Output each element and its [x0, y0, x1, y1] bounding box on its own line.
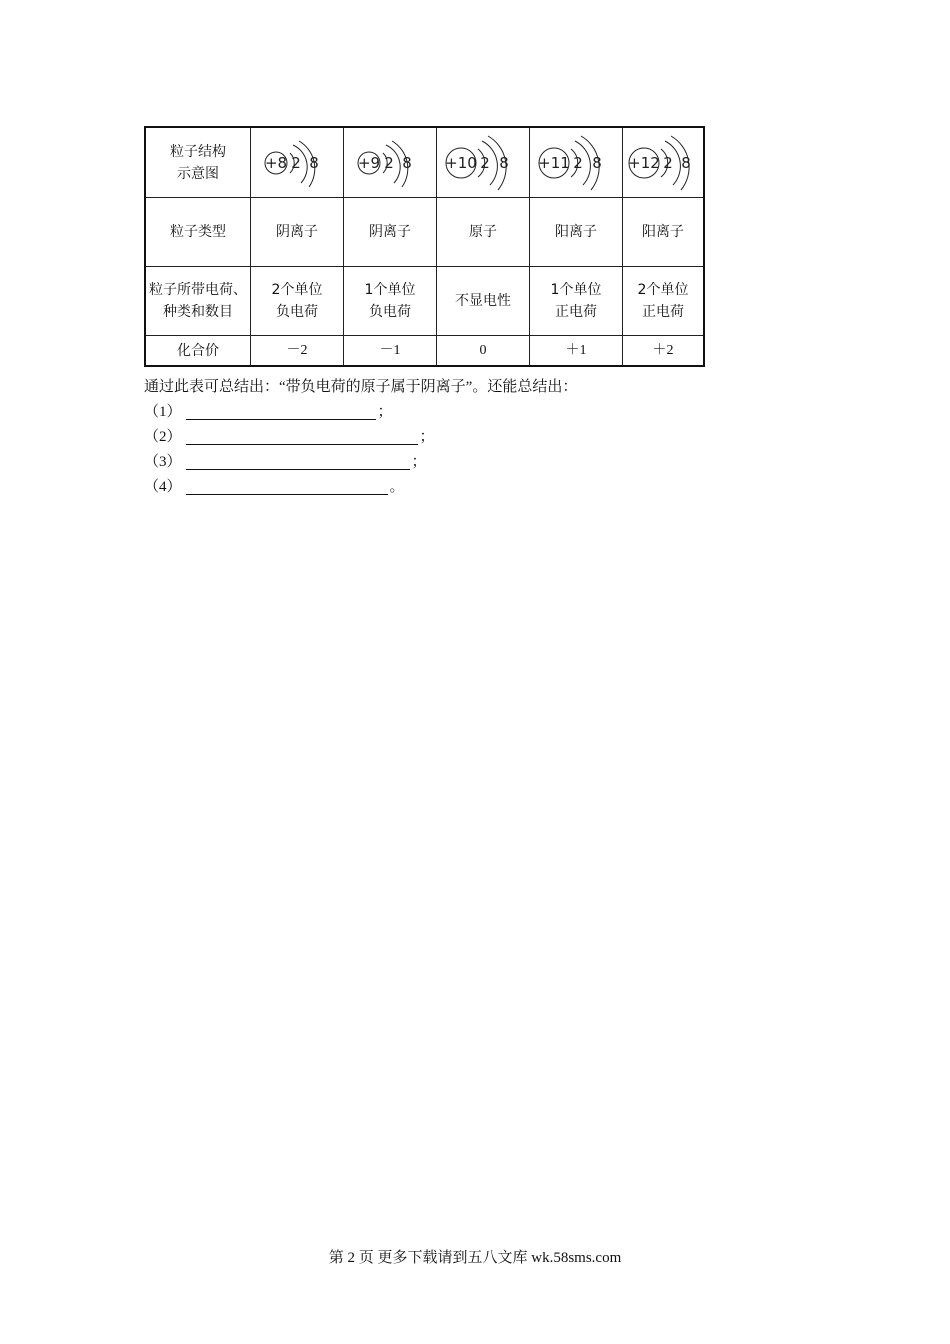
atomic-structure-diagram	[625, 133, 701, 193]
charge-line: 正电荷	[642, 304, 684, 320]
charge-cell	[530, 267, 623, 336]
charge-line: 负电荷	[369, 304, 411, 320]
charge-line: 正电荷	[555, 304, 597, 320]
question-end: ；	[377, 404, 393, 420]
charge-cell	[251, 267, 344, 336]
question-label: （4）	[144, 479, 182, 495]
row-header-type: 粒子类型	[145, 198, 251, 267]
charge-row	[145, 267, 704, 336]
row-header-charge	[145, 267, 251, 336]
type-row	[145, 198, 704, 267]
atomic-structure-diagram	[440, 133, 526, 193]
atomic-structure-diagram	[350, 133, 430, 193]
structure-cell	[251, 127, 344, 198]
row-header-line: 粒子结构	[170, 143, 226, 160]
summary-text: 通过此表可总结出：“带负电荷的原子属于阴离子”。还能总结出：	[144, 379, 578, 395]
row-header-line: 种类和数目	[163, 304, 233, 320]
valence-cell: －1	[344, 336, 437, 367]
charge-line: 1个单位	[550, 282, 602, 298]
atomic-structure-diagram	[257, 133, 337, 193]
charge-line: 不显电性	[455, 293, 511, 309]
valence-row	[145, 336, 704, 367]
question-line	[144, 427, 435, 447]
particle-table	[144, 126, 705, 367]
structure-cell	[437, 127, 530, 198]
charge-line: 2个单位	[271, 282, 323, 298]
question-end: ；	[411, 454, 427, 470]
nucleus-charge: +8	[264, 153, 288, 172]
structure-row	[145, 127, 704, 198]
row-header-structure	[145, 127, 251, 198]
answer-blank[interactable]	[186, 480, 388, 495]
type-cell: 阴离子	[251, 198, 344, 267]
charge-cell	[344, 267, 437, 336]
charge-cell	[623, 267, 705, 336]
question-line	[144, 402, 393, 422]
shell-electrons: 8	[592, 153, 602, 172]
question-label: （1）	[144, 404, 182, 420]
question-label: （2）	[144, 429, 182, 445]
nucleus-charge: +9	[357, 153, 381, 172]
valence-cell: －2	[251, 336, 344, 367]
question-line	[144, 477, 405, 497]
type-cell: 原子	[437, 198, 530, 267]
shell-electrons: 8	[402, 153, 412, 172]
nucleus-charge: +11	[538, 153, 570, 172]
shell-electrons: 2	[663, 153, 673, 172]
shell-electrons: 2	[573, 153, 583, 172]
question-end: ；	[419, 429, 435, 445]
type-cell: 阴离子	[344, 198, 437, 267]
valence-cell: ＋1	[530, 336, 623, 367]
answer-blank[interactable]	[186, 430, 418, 445]
charge-line: 1个单位	[364, 282, 416, 298]
question-end: 。	[389, 479, 405, 495]
type-cell: 阳离子	[623, 198, 705, 267]
nucleus-charge: +10	[445, 153, 477, 172]
page-footer: 第 2 页 更多下载请到五八文库 wk.58sms.com	[328, 1250, 622, 1266]
shell-electrons: 8	[681, 153, 691, 172]
shell-electrons: 8	[499, 153, 509, 172]
charge-cell	[437, 267, 530, 336]
valence-cell: 0	[437, 336, 530, 367]
shell-electrons: 8	[309, 153, 319, 172]
valence-cell: ＋2	[623, 336, 705, 367]
shell-electrons: 2	[291, 153, 301, 172]
charge-line: 2个单位	[637, 282, 689, 298]
row-header-line: 粒子所带电荷、	[149, 282, 247, 298]
nucleus-charge: +12	[628, 153, 660, 172]
type-cell: 阳离子	[530, 198, 623, 267]
answer-blank[interactable]	[186, 405, 376, 420]
structure-cell	[530, 127, 623, 198]
question-label: （3）	[144, 454, 182, 470]
charge-line: 负电荷	[276, 304, 318, 320]
row-header-valence: 化合价	[145, 336, 251, 367]
shell-electrons: 2	[384, 153, 394, 172]
shell-electrons: 2	[480, 153, 490, 172]
question-line	[144, 452, 427, 472]
answer-blank[interactable]	[186, 455, 410, 470]
row-header-line: 示意图	[177, 165, 219, 182]
structure-cell	[623, 127, 705, 198]
structure-cell	[344, 127, 437, 198]
atomic-structure-diagram	[533, 133, 619, 193]
